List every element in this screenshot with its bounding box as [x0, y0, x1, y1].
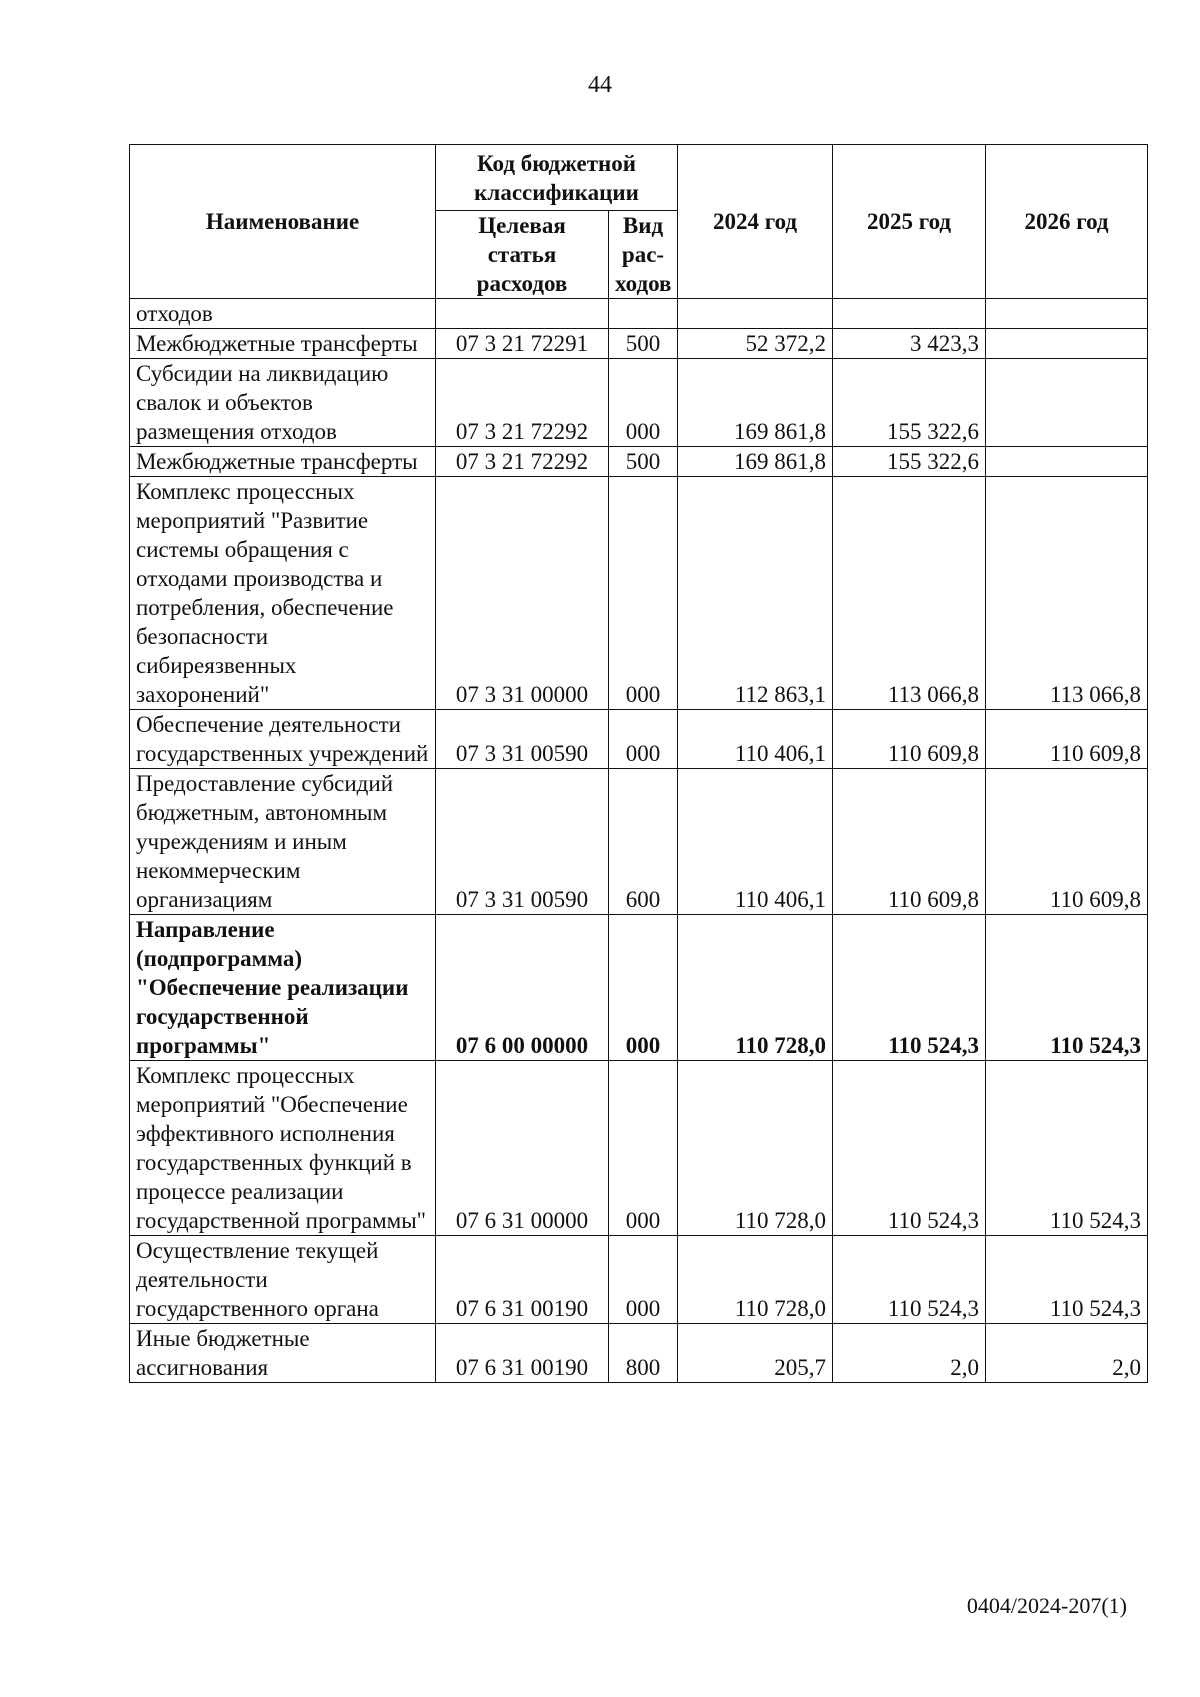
cell-2026: 113 066,8	[986, 477, 1148, 710]
header-code-group: Код бюджетной классификации	[436, 145, 678, 211]
cell-2024: 205,7	[678, 1324, 833, 1383]
cell-target-article: 07 3 31 00590	[436, 710, 609, 769]
cell-name: Обеспечение деятельности государственных учреждений	[130, 710, 436, 769]
cell-2025: 113 066,8	[833, 477, 986, 710]
table-row	[130, 447, 1148, 477]
cell-2024: 169 861,8	[678, 447, 833, 477]
cell-target-article: 07 3 31 00000	[436, 477, 609, 710]
cell-target-article: 07 3 21 72292	[436, 447, 609, 477]
table-row	[130, 299, 1148, 329]
cell-2025: 110 609,8	[833, 710, 986, 769]
cell-name: Межбюджетные трансферты	[130, 447, 436, 477]
cell-2026: 110 524,3	[986, 1236, 1148, 1324]
cell-2026: 110 609,8	[986, 769, 1148, 915]
cell-2025: 2,0	[833, 1324, 986, 1383]
cell-2024	[678, 299, 833, 329]
header-name: Наименование	[130, 145, 436, 299]
cell-2025: 155 322,6	[833, 359, 986, 447]
cell-2024: 169 861,8	[678, 359, 833, 447]
cell-2024: 52 372,2	[678, 329, 833, 359]
cell-2024: 110 728,0	[678, 1236, 833, 1324]
header-expense-type: Вид рас-ходов	[609, 211, 678, 299]
header-2024: 2024 год	[678, 145, 833, 299]
cell-2024: 110 728,0	[678, 915, 833, 1061]
cell-2026: 2,0	[986, 1324, 1148, 1383]
cell-2026	[986, 447, 1148, 477]
cell-2026	[986, 359, 1148, 447]
cell-expense-type: 800	[609, 1324, 678, 1383]
cell-expense-type: 000	[609, 710, 678, 769]
cell-2026: 110 524,3	[986, 915, 1148, 1061]
cell-name: Субсидии на ликвидацию свалок и объектов размещения отходов	[130, 359, 436, 447]
cell-target-article: 07 6 31 00190	[436, 1236, 609, 1324]
cell-2025: 155 322,6	[833, 447, 986, 477]
cell-expense-type: 000	[609, 1061, 678, 1236]
header-2026: 2026 год	[986, 145, 1148, 299]
cell-target-article: 07 6 31 00000	[436, 1061, 609, 1236]
budget-table	[129, 144, 1148, 1383]
table-row	[130, 359, 1148, 447]
table-row	[130, 915, 1148, 1061]
cell-2025: 110 524,3	[833, 1061, 986, 1236]
table-row	[130, 1236, 1148, 1324]
cell-expense-type: 000	[609, 359, 678, 447]
header-target-article: Целевая статья расходов	[436, 211, 609, 299]
cell-expense-type: 500	[609, 447, 678, 477]
cell-name: Иные бюджетные ассигнования	[130, 1324, 436, 1383]
cell-2026	[986, 329, 1148, 359]
cell-2024: 110 406,1	[678, 710, 833, 769]
header-2025: 2025 год	[833, 145, 986, 299]
cell-2026: 110 524,3	[986, 1061, 1148, 1236]
cell-expense-type: 000	[609, 1236, 678, 1324]
cell-2025	[833, 299, 986, 329]
cell-target-article	[436, 299, 609, 329]
cell-expense-type: 000	[609, 477, 678, 710]
cell-target-article: 07 3 21 72291	[436, 329, 609, 359]
table-row	[130, 329, 1148, 359]
cell-target-article: 07 6 31 00190	[436, 1324, 609, 1383]
cell-name: Направление (подпрограмма) "Обеспечение реализации государственной программы"	[130, 915, 436, 1061]
table-row	[130, 1324, 1148, 1383]
cell-2024: 110 406,1	[678, 769, 833, 915]
cell-expense-type: 500	[609, 329, 678, 359]
cell-target-article: 07 6 00 00000	[436, 915, 609, 1061]
cell-name: Комплекс процессных мероприятий "Развитие системы обращения с отходами производства и потребления, обеспечение безопасности сибиреязвенных захоронений"	[130, 477, 436, 710]
table-row	[130, 769, 1148, 915]
cell-name: Осуществление текущей деятельности государственного органа	[130, 1236, 436, 1324]
document-code: 0404/2024-207(1)	[966, 1593, 1127, 1618]
cell-name: Межбюджетные трансферты	[130, 329, 436, 359]
cell-2024: 110 728,0	[678, 1061, 833, 1236]
table-row	[130, 477, 1148, 710]
cell-expense-type	[609, 299, 678, 329]
cell-name: Предоставление субсидий бюджетным, автономным учреждениям и иным некоммерческим организациям	[130, 769, 436, 915]
cell-2025: 110 524,3	[833, 1236, 986, 1324]
table-row	[130, 1061, 1148, 1236]
cell-expense-type: 600	[609, 769, 678, 915]
cell-target-article: 07 3 31 00590	[436, 769, 609, 915]
cell-2025: 110 524,3	[833, 915, 986, 1061]
cell-2026	[986, 299, 1148, 329]
table-row	[130, 710, 1148, 769]
cell-name: отходов	[130, 299, 436, 329]
cell-2025: 110 609,8	[833, 769, 986, 915]
cell-target-article: 07 3 21 72292	[436, 359, 609, 447]
cell-expense-type: 000	[609, 915, 678, 1061]
page-number: 44	[588, 72, 612, 98]
cell-name: Комплекс процессных мероприятий "Обеспечение эффективного исполнения государственных функций в процессе реализации государственной программы"	[130, 1061, 436, 1236]
cell-2025: 3 423,3	[833, 329, 986, 359]
cell-2024: 112 863,1	[678, 477, 833, 710]
cell-2026: 110 609,8	[986, 710, 1148, 769]
